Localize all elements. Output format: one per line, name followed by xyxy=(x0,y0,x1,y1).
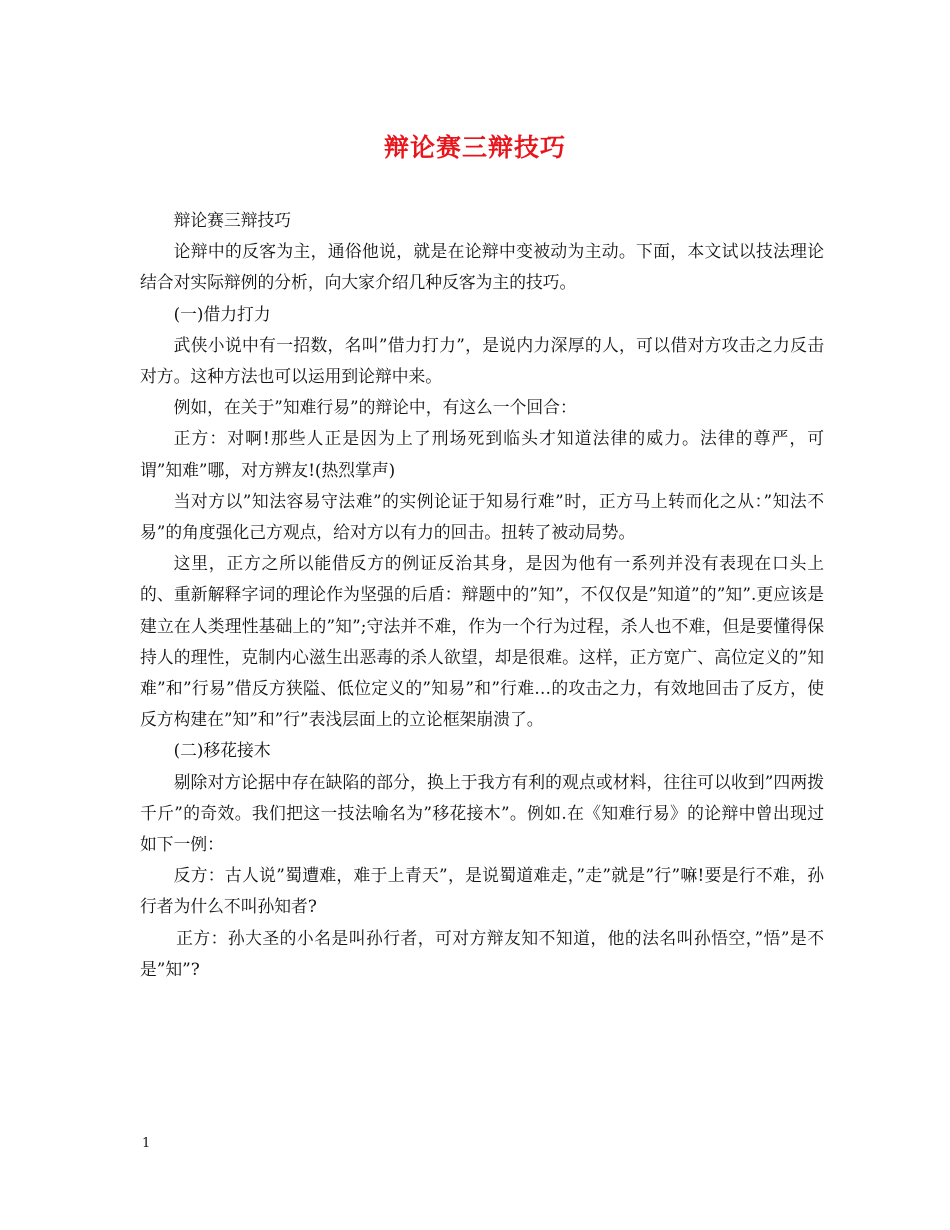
section-heading-1: (一)借力打力 xyxy=(173,303,271,324)
paragraph-quote: 反方：古人说”蜀遭难，难于上青天”，是说蜀道难走，”走”就是”行”嘛!要是行不难，孙行者为什么不叫孙知者? xyxy=(140,865,824,917)
paragraph: 这里，正方之所以能借反方的例证反治其身，是因为他有一系列并没有表现在口头上的、重新解释字词的理论作为坚强的后盾：辩题中的”知”，不仅仅是”知道”的”知”.更应该是建立在人类理性基础上的”知”;守法并不难，作为一个行为过程，杀人也不难，但是要懂得保持人的理性，克制内心滋生出恶毒的杀人欲望，却是很难。这样，正方宽广、高位定义的”知难”和”行易”借反方狭隘、低位定义的”知易”和”行难…的攻击之力，有效地回击了反方，使反方构建在”知”和”行”表浅层面上的立论框架崩溃了。 xyxy=(140,553,824,730)
paragraph-intro: 论辩中的反客为主，通俗他说，就是在论辩中变被动为主动。下面，本文试以技法理论结合对实际辩例的分析，向大家介绍几种反客为主的技巧。 xyxy=(140,241,824,293)
paragraph: 武侠小说中有一招数，名叫”借力打力”，是说内力深厚的人，可以借对方攻击之力反击对方。这种方法也可以运用到论辩中来。 xyxy=(140,334,824,387)
paragraph: 剔除对方论据中存在缺陷的部分，换上于我方有利的观点或材料，往往可以收到”四两拨千斤”的奇效。我们把这一技法喻名为”移花接木”。例如.在《知难行易》的论辩中曾出现过如下一例： xyxy=(140,771,824,855)
paragraph-quote: 正方：孙大圣的小名是叫孙行者，可对方辩友知不知道，他的法名叫孙悟空，”悟”是不是”知”? xyxy=(140,927,824,979)
document-title: 辩论赛三辩技巧 xyxy=(383,133,566,162)
paragraph: 当对方以”知法容易守法难”的实例论证于知易行难”时，正方马上转而化之从：”知法不易”的角度强化己方观点，给对方以有力的回击。扭转了被动局势。 xyxy=(140,490,824,543)
page-number: 1 xyxy=(142,1136,151,1151)
paragraph-quote: 正方：对啊!那些人正是因为上了刑场死到临头才知道法律的威力。法律的尊严，可谓”知难”哪，对方辨友!(热烈掌声) xyxy=(140,428,824,480)
paragraph-heading: 辩论赛三辩技巧 xyxy=(173,210,292,230)
document-body xyxy=(140,205,824,985)
paragraph: 例如，在关于”知难行易”的辩论中，有这么一个回合： xyxy=(173,397,577,418)
section-heading-2: (二)移花接木 xyxy=(173,740,271,761)
